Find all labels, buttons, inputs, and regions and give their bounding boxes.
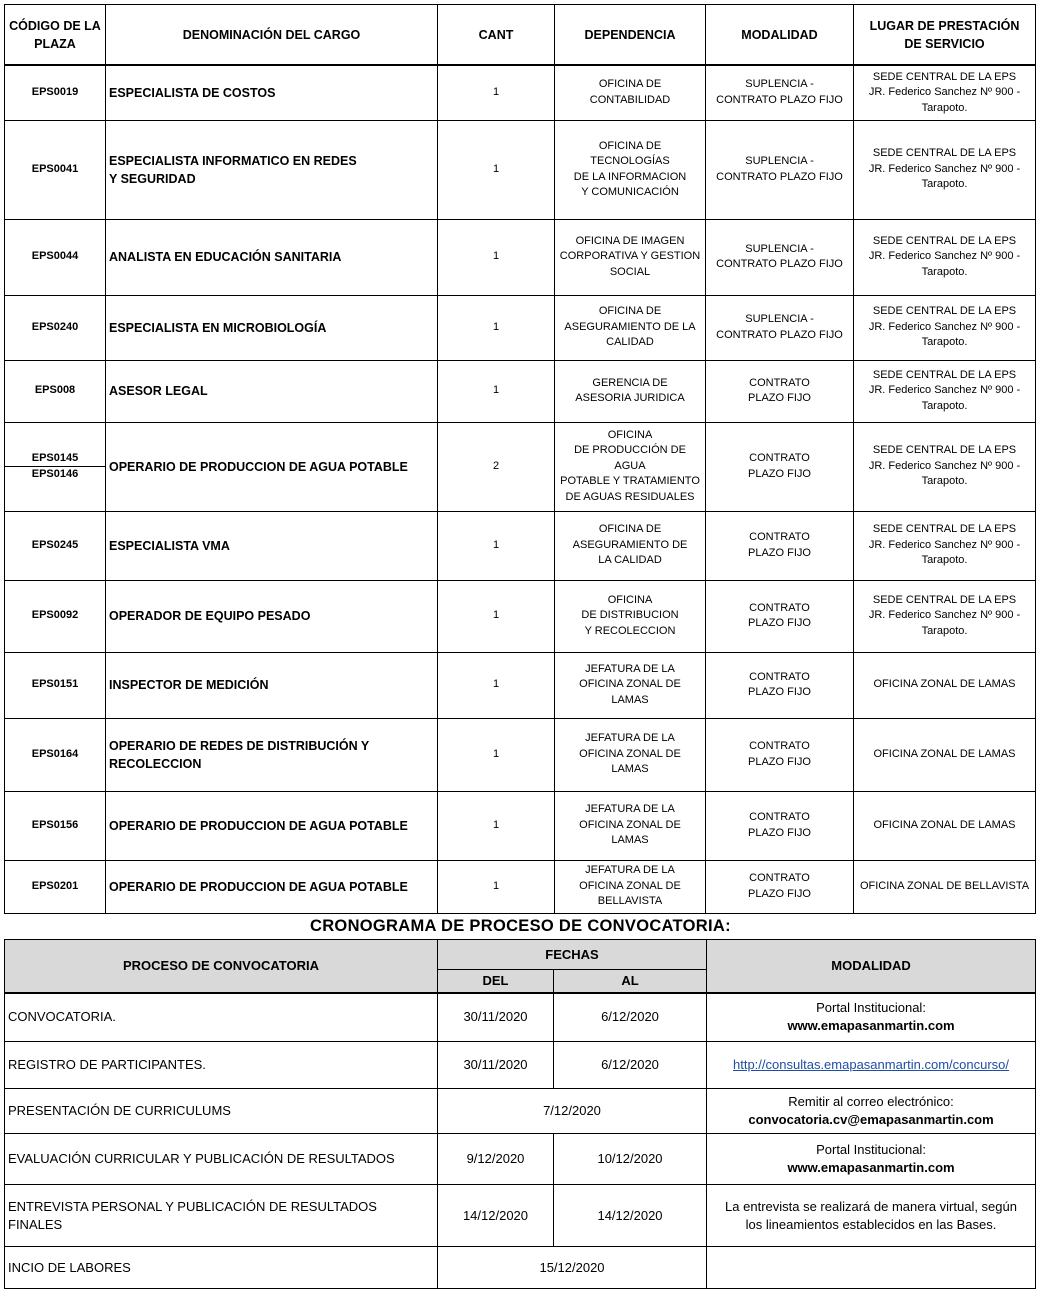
position-dept: OFICINA DE PRODUCCIÓN DE AGUA POTABLE Y TRATAMIENTO DE AGUAS RESIDUALES xyxy=(555,422,706,511)
position-place: OFICINA ZONAL DE BELLAVISTA xyxy=(854,860,1036,913)
position-dept: OFICINA DE IMAGEN CORPORATIVA Y GESTION SOCIAL xyxy=(555,219,706,295)
portal-url: www.emapasanmartin.com xyxy=(787,1160,955,1175)
modality-note: La entrevista se realizará de manera virtual, según los lineamientos establecidos en las Bases. xyxy=(707,1185,1036,1247)
position-mode: SUPLENCIA - CONTRATO PLAZO FIJO xyxy=(706,65,854,120)
position-code: EPS0151 xyxy=(5,652,106,718)
modality-label: Portal Institucional: xyxy=(816,1000,926,1016)
table-row xyxy=(5,511,1036,580)
process-name: EVALUACIÓN CURRICULAR Y PUBLICACIÓN DE RESULTADOS xyxy=(5,1134,438,1185)
position-code: EPS0044 xyxy=(5,219,106,295)
table-row xyxy=(5,718,1036,791)
position-qty: 1 xyxy=(438,65,555,120)
modality-label: Portal Institucional: xyxy=(816,1142,926,1157)
position-mode: SUPLENCIA - CONTRATO PLAZO FIJO xyxy=(706,219,854,295)
header-title: DENOMINACIÓN DEL CARGO xyxy=(106,5,438,66)
table-row xyxy=(5,580,1036,652)
position-qty: 1 xyxy=(438,652,555,718)
position-title: OPERARIO DE REDES DE DISTRIBUCIÓN Y RECOLECCION xyxy=(106,718,438,791)
position-code: EPS0146 xyxy=(31,468,79,480)
modality-cell xyxy=(707,993,1036,1042)
header-modality: MODALIDAD xyxy=(707,940,1036,993)
position-code: EPS0240 xyxy=(5,295,106,360)
date-from: 9/12/2020 xyxy=(438,1134,554,1185)
position-place: OFICINA ZONAL DE LAMAS xyxy=(854,791,1036,860)
position-mode: CONTRATO PLAZO FIJO xyxy=(706,652,854,718)
position-title: ESPECIALISTA INFORMATICO EN REDES Y SEGURIDAD xyxy=(106,120,438,219)
header-from: DEL xyxy=(438,970,554,993)
date-from: 30/11/2020 xyxy=(438,1042,554,1089)
position-qty: 1 xyxy=(438,295,555,360)
position-qty: 1 xyxy=(438,791,555,860)
position-dept: OFICINA DE DISTRIBUCION Y RECOLECCION xyxy=(555,580,706,652)
position-qty: 1 xyxy=(438,120,555,219)
schedule-row xyxy=(5,1042,1036,1089)
schedule-title: CRONOGRAMA DE PROCESO DE CONVOCATORIA: xyxy=(310,917,731,935)
position-mode: SUPLENCIA - CONTRATO PLAZO FIJO xyxy=(706,295,854,360)
position-mode: CONTRATO PLAZO FIJO xyxy=(706,511,854,580)
position-dept: JEFATURA DE LA OFICINA ZONAL DE BELLAVISTA xyxy=(555,860,706,913)
position-title: ANALISTA EN EDUCACIÓN SANITARIA xyxy=(106,219,438,295)
position-place: SEDE CENTRAL DE LA EPS JR. Federico Sanchez Nº 900 - Tarapoto. xyxy=(854,120,1036,219)
position-code: EPS008 xyxy=(5,360,106,422)
process-name: INCIO DE LABORES xyxy=(5,1247,438,1289)
position-mode: CONTRATO PLAZO FIJO xyxy=(706,422,854,511)
header-place: LUGAR DE PRESTACIÓN DE SERVICIO xyxy=(854,5,1036,66)
schedule-row xyxy=(5,1089,1036,1134)
table-row xyxy=(5,422,1036,511)
header-qty: CANT xyxy=(438,5,555,66)
position-qty: 1 xyxy=(438,219,555,295)
date-single: 7/12/2020 xyxy=(438,1089,707,1134)
position-dept: OFICINA DE TECNOLOGÍAS DE LA INFORMACION Y COMUNICACIÓN xyxy=(555,120,706,219)
position-mode: CONTRATO PLAZO FIJO xyxy=(706,360,854,422)
position-code: EPS0145 xyxy=(5,451,105,468)
position-code: EPS0019 xyxy=(5,65,106,120)
position-title: OPERADOR DE EQUIPO PESADO xyxy=(106,580,438,652)
schedule-header-row xyxy=(5,940,1036,970)
table-row xyxy=(5,120,1036,219)
position-dept: OFICINA DE ASEGURAMIENTO DE LA CALIDAD xyxy=(555,511,706,580)
modality-label: Remitir al correo electrónico: xyxy=(788,1094,954,1109)
date-to: 10/12/2020 xyxy=(554,1134,707,1185)
position-qty: 1 xyxy=(438,860,555,913)
header-dates: FECHAS xyxy=(438,940,707,970)
position-code: EPS0201 xyxy=(5,860,106,913)
modality-cell xyxy=(707,1089,1036,1134)
positions-table xyxy=(4,4,1036,914)
position-code: EPS0164 xyxy=(5,718,106,791)
positions-header-row xyxy=(5,5,1036,66)
schedule-row xyxy=(5,1185,1036,1247)
table-row xyxy=(5,652,1036,718)
schedule-table xyxy=(4,939,1036,1289)
position-dept: JEFATURA DE LA OFICINA ZONAL DE LAMAS xyxy=(555,791,706,860)
position-code: EPS0041 xyxy=(5,120,106,219)
position-qty: 2 xyxy=(438,422,555,511)
header-mode: MODALIDAD xyxy=(706,5,854,66)
process-name: CONVOCATORIA. xyxy=(5,993,438,1042)
portal-url: www.emapasanmartin.com xyxy=(787,1018,955,1034)
position-place: SEDE CENTRAL DE LA EPS JR. Federico Sanchez Nº 900 - Tarapoto. xyxy=(854,511,1036,580)
date-from: 14/12/2020 xyxy=(438,1185,554,1247)
schedule-row xyxy=(5,1247,1036,1289)
position-place: SEDE CENTRAL DE LA EPS JR. Federico Sanchez Nº 900 - Tarapoto. xyxy=(854,580,1036,652)
table-row xyxy=(5,295,1036,360)
position-dept: OFICINA DE ASEGURAMIENTO DE LA CALIDAD xyxy=(555,295,706,360)
date-to: 6/12/2020 xyxy=(554,993,707,1042)
process-name: PRESENTACIÓN DE CURRICULUMS xyxy=(5,1089,438,1134)
position-title: OPERARIO DE PRODUCCION DE AGUA POTABLE xyxy=(106,860,438,913)
position-title: ESPECIALISTA DE COSTOS xyxy=(106,65,438,120)
position-place: OFICINA ZONAL DE LAMAS xyxy=(854,718,1036,791)
date-to: 6/12/2020 xyxy=(554,1042,707,1089)
table-row xyxy=(5,219,1036,295)
process-name: REGISTRO DE PARTICIPANTES. xyxy=(5,1042,438,1089)
position-dept: OFICINA DE CONTABILIDAD xyxy=(555,65,706,120)
position-qty: 1 xyxy=(438,511,555,580)
position-mode: CONTRATO PLAZO FIJO xyxy=(706,718,854,791)
position-place: SEDE CENTRAL DE LA EPS JR. Federico Sanchez Nº 900 - Tarapoto. xyxy=(854,65,1036,120)
position-place: SEDE CENTRAL DE LA EPS JR. Federico Sanchez Nº 900 - Tarapoto. xyxy=(854,422,1036,511)
schedule-row xyxy=(5,1134,1036,1185)
modality-cell xyxy=(707,1134,1036,1185)
position-mode: CONTRATO PLAZO FIJO xyxy=(706,580,854,652)
header-process: PROCESO DE CONVOCATORIA xyxy=(5,940,438,993)
table-row xyxy=(5,65,1036,120)
position-mode: CONTRATO PLAZO FIJO xyxy=(706,791,854,860)
position-place: SEDE CENTRAL DE LA EPS JR. Federico Sanchez Nº 900 - Tarapoto. xyxy=(854,295,1036,360)
registration-link[interactable]: http://consultas.emapasanmartin.com/concurso/ xyxy=(733,1057,1010,1072)
position-dept: JEFATURA DE LA OFICINA ZONAL DE LAMAS xyxy=(555,718,706,791)
header-dept: DEPENDENCIA xyxy=(555,5,706,66)
position-qty: 1 xyxy=(438,580,555,652)
date-single: 15/12/2020 xyxy=(438,1247,707,1289)
position-qty: 1 xyxy=(438,718,555,791)
position-dept: JEFATURA DE LA OFICINA ZONAL DE LAMAS xyxy=(555,652,706,718)
position-code-pair xyxy=(5,422,106,511)
header-to: AL xyxy=(554,970,707,993)
position-title: OPERARIO DE PRODUCCION DE AGUA POTABLE xyxy=(106,422,438,511)
header-code: CÓDIGO DE LA PLAZA xyxy=(5,5,106,66)
position-mode: CONTRATO PLAZO FIJO xyxy=(706,860,854,913)
position-title: OPERARIO DE PRODUCCION DE AGUA POTABLE xyxy=(106,791,438,860)
table-row xyxy=(5,791,1036,860)
position-code: EPS0156 xyxy=(5,791,106,860)
process-name: ENTREVISTA PERSONAL Y PUBLICACIÓN DE RESULTADOS FINALES xyxy=(5,1185,438,1247)
date-from: 30/11/2020 xyxy=(438,993,554,1042)
position-title: ESPECIALISTA EN MICROBIOLOGÍA xyxy=(106,295,438,360)
position-code: EPS0245 xyxy=(5,511,106,580)
position-place: SEDE CENTRAL DE LA EPS JR. Federico Sanchez Nº 900 - Tarapoto. xyxy=(854,360,1036,422)
table-row xyxy=(5,360,1036,422)
position-place: SEDE CENTRAL DE LA EPS JR. Federico Sanchez Nº 900 - Tarapoto. xyxy=(854,219,1036,295)
modality-cell-empty xyxy=(707,1247,1036,1289)
position-place: OFICINA ZONAL DE LAMAS xyxy=(854,652,1036,718)
email-address: convocatoria.cv@emapasanmartin.com xyxy=(748,1112,994,1127)
table-row xyxy=(5,860,1036,913)
position-title: INSPECTOR DE MEDICIÓN xyxy=(106,652,438,718)
position-title: ASESOR LEGAL xyxy=(106,360,438,422)
position-code: EPS0092 xyxy=(5,580,106,652)
schedule-row xyxy=(5,993,1036,1042)
position-mode: SUPLENCIA - CONTRATO PLAZO FIJO xyxy=(706,120,854,219)
position-title: ESPECIALISTA VMA xyxy=(106,511,438,580)
position-qty: 1 xyxy=(438,360,555,422)
modality-cell xyxy=(707,1042,1036,1089)
position-dept: GERENCIA DE ASESORIA JURIDICA xyxy=(555,360,706,422)
date-to: 14/12/2020 xyxy=(554,1185,707,1247)
